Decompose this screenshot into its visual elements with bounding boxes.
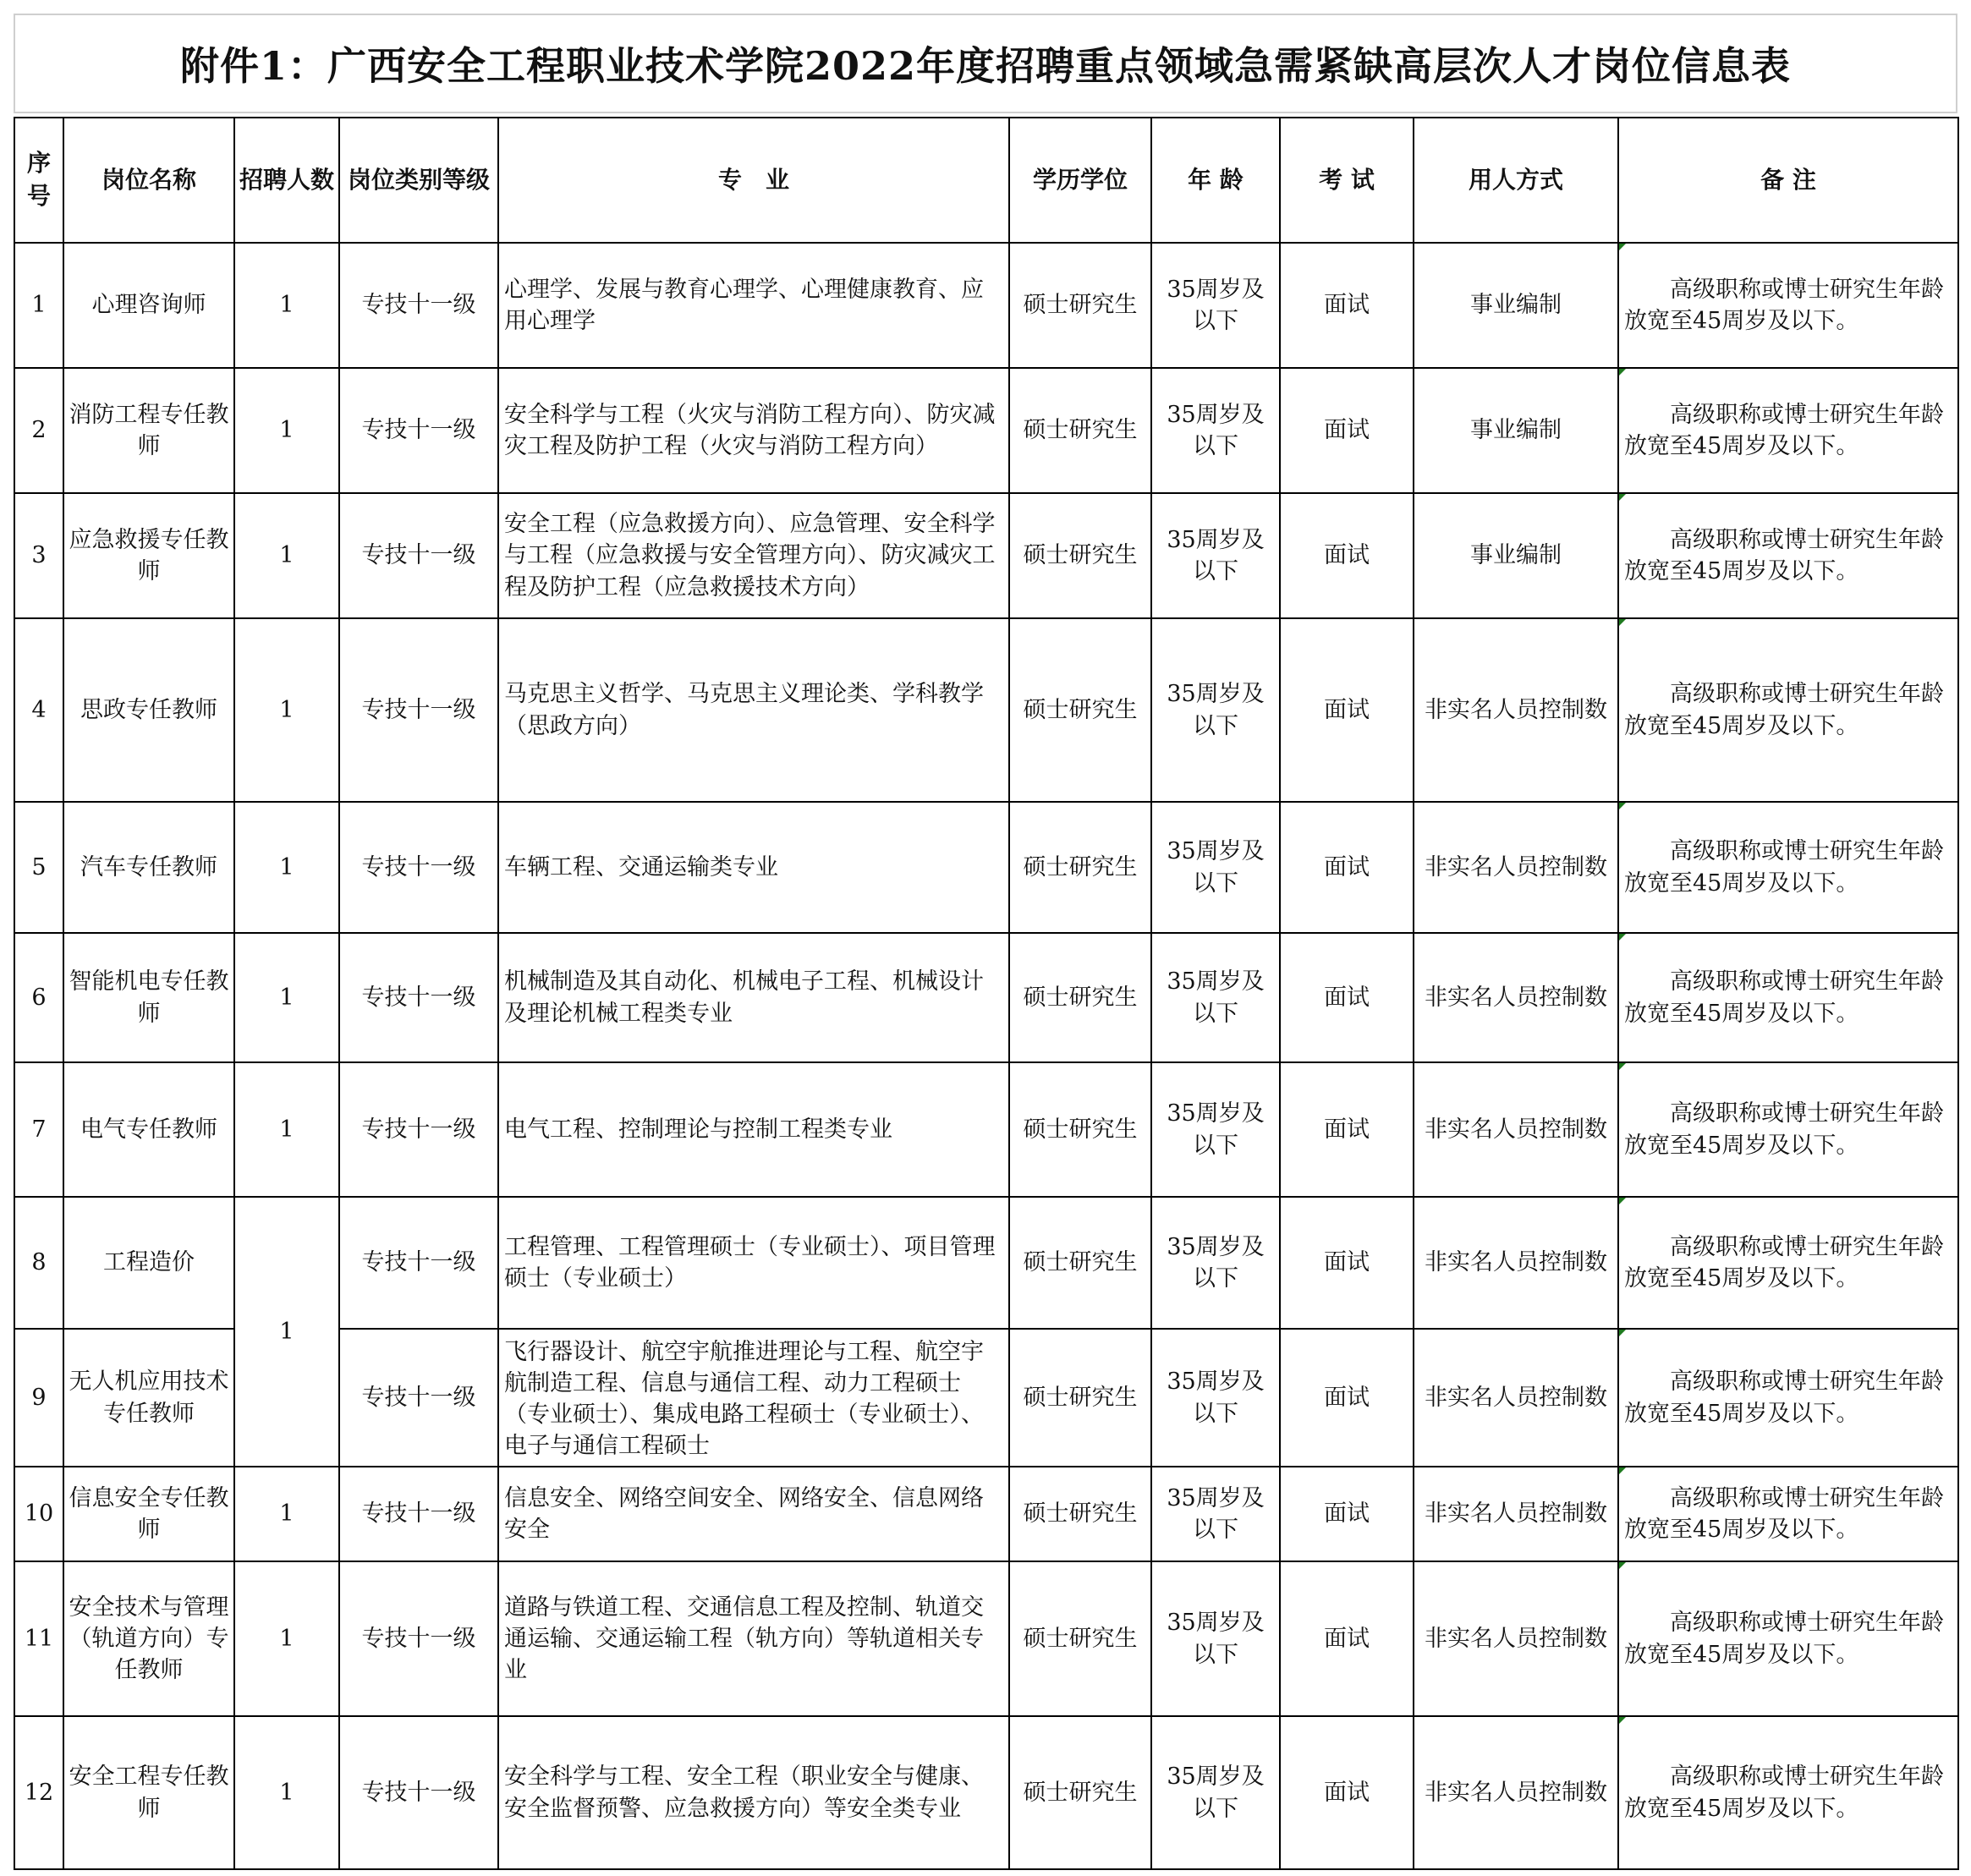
major-text: 机械制造及其自动化、机械电子工程、机械设计及理论机械工程类专业 — [504, 968, 984, 1027]
cell-post: 无人机应用技术专任教师 — [63, 1329, 234, 1467]
cell-post: 思政专任教师 — [63, 618, 234, 802]
cell-note — [1618, 1197, 1958, 1329]
cell-count: 1 — [234, 1561, 339, 1716]
cell-post: 安全工程专任教师 — [63, 1716, 234, 1869]
cell-comment-marker — [1619, 803, 1626, 809]
cell-comment-marker — [1619, 244, 1626, 250]
cell-degree: 硕士研究生 — [1009, 1716, 1151, 1869]
cell-seq: 4 — [14, 618, 63, 802]
cell-exam: 面试 — [1280, 1062, 1414, 1197]
table-row — [14, 618, 1958, 802]
cell-exam: 面试 — [1280, 1561, 1414, 1716]
cell-method: 非实名人员控制数 — [1414, 1197, 1618, 1329]
major-text: 马克思主义哲学、马克思主义理论类、学科教学（思政方向） — [504, 681, 984, 739]
note-text: 高级职称或博士研究生年龄放宽至45周岁及以下。 — [1624, 1100, 1944, 1159]
table-row — [14, 368, 1958, 493]
cell-seq: 2 — [14, 368, 63, 493]
cell-level: 专技十一级 — [339, 368, 498, 493]
header-method: 用人方式 — [1414, 118, 1618, 243]
table-row — [14, 1561, 1958, 1716]
major-text: 道路与铁道工程、交通信息工程及控制、轨道交通运输、交通运输工程（轨方向）等轨道相关专业 — [504, 1594, 984, 1684]
note-text: 高级职称或博士研究生年龄放宽至45周岁及以下。 — [1624, 1484, 1944, 1543]
cell-level: 专技十一级 — [339, 1062, 498, 1197]
cell-age: 35周岁及以下 — [1151, 618, 1280, 802]
cell-level: 专技十一级 — [339, 243, 498, 368]
cell-method: 非实名人员控制数 — [1414, 618, 1618, 802]
table-row — [14, 802, 1958, 933]
cell-method: 非实名人员控制数 — [1414, 1329, 1618, 1467]
cell-method: 非实名人员控制数 — [1414, 1062, 1618, 1197]
cell-age: 35周岁及以下 — [1151, 368, 1280, 493]
major-text: 安全科学与工程、安全工程（职业安全与健康、安全监督预警、应急救援方向）等安全类专业 — [504, 1764, 984, 1822]
cell-age: 35周岁及以下 — [1151, 1561, 1280, 1716]
cell-seq: 9 — [14, 1329, 63, 1467]
cell-method: 事业编制 — [1414, 368, 1618, 493]
major-text: 心理学、发展与教育心理学、心理健康教育、应用心理学 — [504, 276, 984, 334]
cell-degree: 硕士研究生 — [1009, 493, 1151, 618]
major-text: 车辆工程、交通运输类专业 — [504, 853, 778, 880]
cell-post: 应急救援专任教师 — [63, 493, 234, 618]
cell-degree: 硕士研究生 — [1009, 368, 1151, 493]
cell-major — [498, 243, 1009, 368]
cell-level: 专技十一级 — [339, 1467, 498, 1561]
cell-post: 消防工程专任教师 — [63, 368, 234, 493]
cell-degree: 硕士研究生 — [1009, 1329, 1151, 1467]
note-text: 高级职称或博士研究生年龄放宽至45周岁及以下。 — [1624, 681, 1944, 739]
note-text: 高级职称或博士研究生年龄放宽至45周岁及以下。 — [1624, 526, 1944, 584]
header-exam: 考 试 — [1280, 118, 1414, 243]
header-degree: 学历学位 — [1009, 118, 1151, 243]
cell-note — [1618, 1467, 1958, 1561]
cell-exam: 面试 — [1280, 243, 1414, 368]
header-count: 招聘人数 — [234, 118, 339, 243]
cell-level: 专技十一级 — [339, 933, 498, 1062]
cell-post: 电气专任教师 — [63, 1062, 234, 1197]
cell-method: 非实名人员控制数 — [1414, 933, 1618, 1062]
cell-comment-marker — [1619, 1063, 1626, 1070]
cell-count: 1 — [234, 933, 339, 1062]
cell-post: 安全技术与管理（轨道方向）专任教师 — [63, 1561, 234, 1716]
cell-note — [1618, 243, 1958, 368]
cell-seq: 5 — [14, 802, 63, 933]
cell-degree: 硕士研究生 — [1009, 618, 1151, 802]
major-text: 信息安全、网络空间安全、网络安全、信息网络安全 — [504, 1484, 984, 1543]
cell-degree: 硕士研究生 — [1009, 1561, 1151, 1716]
cell-seq: 8 — [14, 1197, 63, 1329]
cell-method: 非实名人员控制数 — [1414, 802, 1618, 933]
note-text: 高级职称或博士研究生年龄放宽至45周岁及以下。 — [1624, 1610, 1944, 1668]
cell-comment-marker — [1619, 1330, 1626, 1336]
major-text: 工程管理、工程管理硕士（专业硕士）、项目管理硕士（专业硕士） — [504, 1233, 996, 1292]
cell-seq: 1 — [14, 243, 63, 368]
table-row — [14, 933, 1958, 1062]
note-text: 高级职称或博士研究生年龄放宽至45周岁及以下。 — [1624, 1369, 1944, 1427]
cell-note — [1618, 1561, 1958, 1716]
header-major: 专 业 — [498, 118, 1009, 243]
cell-method: 非实名人员控制数 — [1414, 1561, 1618, 1716]
cell-age: 35周岁及以下 — [1151, 1329, 1280, 1467]
cell-comment-marker — [1619, 494, 1626, 501]
cell-degree: 硕士研究生 — [1009, 1197, 1151, 1329]
table-header-row — [14, 118, 1958, 243]
cell-count: 1 — [234, 1197, 339, 1467]
cell-post: 智能机电专任教师 — [63, 933, 234, 1062]
cell-method: 事业编制 — [1414, 243, 1618, 368]
cell-age: 35周岁及以下 — [1151, 802, 1280, 933]
cell-post: 工程造价 — [63, 1197, 234, 1329]
cell-seq: 12 — [14, 1716, 63, 1869]
cell-note — [1618, 1716, 1958, 1869]
cell-exam: 面试 — [1280, 1197, 1414, 1329]
cell-exam: 面试 — [1280, 368, 1414, 493]
cell-count: 1 — [234, 1467, 339, 1561]
table-row — [14, 243, 1958, 368]
cell-seq: 11 — [14, 1561, 63, 1716]
cell-age: 35周岁及以下 — [1151, 1716, 1280, 1869]
table-row — [14, 1062, 1958, 1197]
note-text: 高级职称或博士研究生年龄放宽至45周岁及以下。 — [1624, 1764, 1944, 1822]
cell-note — [1618, 1062, 1958, 1197]
page-title: 附件1：广西安全工程职业技术学院2022年度招聘重点领域急需紧缺高层次人才岗位信息表 — [179, 43, 1792, 89]
header-post: 岗位名称 — [63, 118, 234, 243]
cell-post: 心理咨询师 — [63, 243, 234, 368]
cell-note — [1618, 493, 1958, 618]
cell-major — [498, 1561, 1009, 1716]
cell-age: 35周岁及以下 — [1151, 1467, 1280, 1561]
cell-seq: 7 — [14, 1062, 63, 1197]
cell-exam: 面试 — [1280, 1329, 1414, 1467]
cell-level: 专技十一级 — [339, 1329, 498, 1467]
cell-age: 35周岁及以下 — [1151, 933, 1280, 1062]
cell-exam: 面试 — [1280, 933, 1414, 1062]
cell-method: 非实名人员控制数 — [1414, 1716, 1618, 1869]
header-level: 岗位类别等级 — [339, 118, 498, 243]
cell-comment-marker — [1619, 1198, 1626, 1204]
header-age: 年 龄 — [1151, 118, 1280, 243]
table-row — [14, 1467, 1958, 1561]
cell-degree: 硕士研究生 — [1009, 243, 1151, 368]
title-box — [14, 14, 1957, 113]
cell-major — [498, 368, 1009, 493]
cell-comment-marker — [1619, 619, 1626, 626]
major-text: 电气工程、控制理论与控制工程类专业 — [504, 1116, 892, 1143]
cell-method: 事业编制 — [1414, 493, 1618, 618]
cell-exam: 面试 — [1280, 618, 1414, 802]
cell-comment-marker — [1619, 1467, 1626, 1474]
note-text: 高级职称或博士研究生年龄放宽至45周岁及以下。 — [1624, 276, 1944, 334]
cell-exam: 面试 — [1280, 1716, 1414, 1869]
cell-exam: 面试 — [1280, 1467, 1414, 1561]
cell-count: 1 — [234, 493, 339, 618]
cell-note — [1618, 802, 1958, 933]
cell-method: 非实名人员控制数 — [1414, 1467, 1618, 1561]
cell-major — [498, 1716, 1009, 1869]
cell-note — [1618, 1329, 1958, 1467]
cell-note — [1618, 368, 1958, 493]
cell-level: 专技十一级 — [339, 802, 498, 933]
cell-note — [1618, 933, 1958, 1062]
cell-major — [498, 802, 1009, 933]
cell-major — [498, 1467, 1009, 1561]
cell-major — [498, 1197, 1009, 1329]
cell-post: 信息安全专任教师 — [63, 1467, 234, 1561]
cell-seq: 6 — [14, 933, 63, 1062]
cell-post: 汽车专任教师 — [63, 802, 234, 933]
cell-count: 1 — [234, 1716, 339, 1869]
cell-level: 专技十一级 — [339, 493, 498, 618]
note-text: 高级职称或博士研究生年龄放宽至45周岁及以下。 — [1624, 968, 1944, 1027]
cell-age: 35周岁及以下 — [1151, 1197, 1280, 1329]
cell-age: 35周岁及以下 — [1151, 243, 1280, 368]
cell-major — [498, 1062, 1009, 1197]
cell-level: 专技十一级 — [339, 1197, 498, 1329]
cell-comment-marker — [1619, 369, 1626, 376]
table-row — [14, 1716, 1958, 1869]
cell-age: 35周岁及以下 — [1151, 493, 1280, 618]
table-row — [14, 493, 1958, 618]
cell-major — [498, 493, 1009, 618]
positions-table — [14, 117, 1959, 1870]
major-text: 飞行器设计、航空宇航推进理论与工程、航空宇航制造工程、信息与通信工程、动力工程硕士（专业硕士）、集成电路工程硕士（专业硕士）、电子与通信工程硕士 — [504, 1338, 984, 1460]
cell-major — [498, 618, 1009, 802]
cell-exam: 面试 — [1280, 802, 1414, 933]
cell-level: 专技十一级 — [339, 618, 498, 802]
cell-count: 1 — [234, 618, 339, 802]
cell-comment-marker — [1619, 1562, 1626, 1569]
cell-major — [498, 933, 1009, 1062]
cell-major — [498, 1329, 1009, 1467]
cell-seq: 10 — [14, 1467, 63, 1561]
table-row — [14, 1197, 1958, 1329]
major-text: 安全工程（应急救援方向）、应急管理、安全科学与工程（应急救援与安全管理方向）、防灾减灾工程及防护工程（应急救援技术方向） — [504, 511, 996, 601]
note-text: 高级职称或博士研究生年龄放宽至45周岁及以下。 — [1624, 838, 1944, 897]
cell-seq: 3 — [14, 493, 63, 618]
cell-count: 1 — [234, 243, 339, 368]
cell-comment-marker — [1619, 1717, 1626, 1724]
header-note: 备 注 — [1618, 118, 1958, 243]
cell-age: 35周岁及以下 — [1151, 1062, 1280, 1197]
cell-count: 1 — [234, 802, 339, 933]
cell-comment-marker — [1619, 934, 1626, 941]
cell-exam: 面试 — [1280, 493, 1414, 618]
note-text: 高级职称或博士研究生年龄放宽至45周岁及以下。 — [1624, 401, 1944, 459]
cell-count: 1 — [234, 1062, 339, 1197]
cell-level: 专技十一级 — [339, 1716, 498, 1869]
cell-degree: 硕士研究生 — [1009, 1467, 1151, 1561]
cell-degree: 硕士研究生 — [1009, 1062, 1151, 1197]
cell-note — [1618, 618, 1958, 802]
cell-degree: 硕士研究生 — [1009, 802, 1151, 933]
note-text: 高级职称或博士研究生年龄放宽至45周岁及以下。 — [1624, 1233, 1944, 1292]
cell-level: 专技十一级 — [339, 1561, 498, 1716]
major-text: 安全科学与工程（火灾与消防工程方向）、防灾减灾工程及防护工程（火灾与消防工程方向） — [504, 401, 996, 459]
cell-degree: 硕士研究生 — [1009, 933, 1151, 1062]
cell-count: 1 — [234, 368, 339, 493]
header-seq: 序号 — [14, 118, 63, 243]
